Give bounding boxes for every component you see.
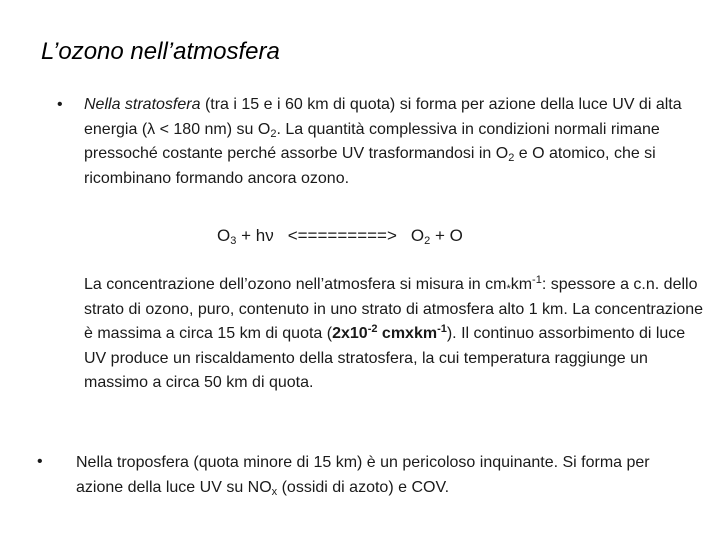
troposphere-paragraph: Nella troposfera (quota minore di 15 km) è un pericoloso inquinante. Si forma per azione della luce UV su $NO_x$ (ossidi di azoto) e COV. — [76, 454, 650, 498]
concentration-paragraph: La concentrazione dell’ozono nell’atmosfera si misura in $cm_*km^{-1}$: spessore a c.n. dello strato di ozono, puro, contenuto in uno strato di atmosfera alto 1 km. La concentrazione è massima a circa 15 km di quota ($2x10^{-2}$ cmxkm$^{-1}$). Il continuo assorbimento di luce UV produce un riscaldamento della stratosfera, la cui temperatura raggiunge un massimo a circa 50 km di quota. — [84, 274, 704, 391]
bullet-marker: • — [37, 453, 43, 470]
max-concentration-value: $2x10^{-2}$ cmxkm$^{-1}$ — [332, 323, 447, 342]
equilibrium-arrow: <=========> — [287, 226, 397, 245]
photolysis-equation: $O_3 + h\nu$ <=========> $O_2 + O$ — [217, 226, 463, 247]
nu-symbol: ν — [265, 226, 274, 245]
stratosphere-lead: Nella stratosfera — [84, 96, 201, 113]
lambda-symbol: λ — [147, 120, 156, 138]
slide-title: L’ozono nell’atmosfera — [41, 38, 280, 65]
bullet-marker: • — [57, 96, 63, 113]
stratosphere-paragraph: Nella stratosfera (tra i 15 e i 60 km di quota) si forma per azione della luce UV di alta energia (λ < 180 nm) su $O_2$. La quantità complessiva in condizioni normali rimane pressoché costante perché assorbe UV trasformandosi in $O_2$ e O atomico, che si ricombinano formando ancora ozono. — [84, 96, 682, 187]
